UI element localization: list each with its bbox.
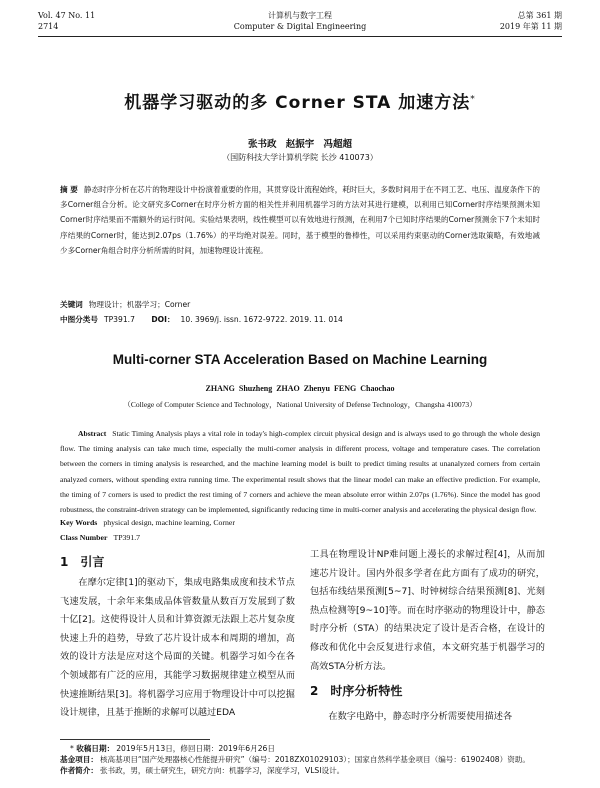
section-1-heading [60,553,104,571]
classification-cn [60,312,540,327]
abstract-en-label: Abstract [78,429,107,438]
running-header-right [500,10,562,32]
classification-en-code: TP391.7 [113,533,141,542]
section-2-heading [310,682,402,700]
paper-title-cn: 机器学习驱动的多 Corner STA 加速方法* [124,93,476,113]
keywords-cn-text: 物理设计；机器学习；Corner [88,300,191,309]
footnote [60,743,560,777]
keywords-cn-label: 关键词 [60,300,83,309]
classification-en-label: Class Number [60,533,108,542]
footnote-fund: 基金项目： 核高基项目“国产处理器核心性能提升研究”（编号：2018ZX01029103）；国家自然科学基金项目（编号：61902408）资助。 [60,755,531,765]
paper-title-en: Multi-corner STA Acceleration Based on Machine Learning [112,352,488,367]
section-2-paragraph: 在数字电路中，静态时序分析需要使用描述各 [328,711,513,722]
affiliation-cn: （国防科技大学计算机学院 长沙 410073） [222,153,378,162]
footnote-received: * 收稿日期： 2019年5月13日，修回日期：2019年6月26日 [70,744,275,753]
abstract-cn [60,182,540,258]
affiliation-en: （College of Computer Science and Technology，National University of Defense Technology，Changsha 410073） [123,400,477,409]
keywords-en-text: physical design, machine learning, Corner [103,518,235,527]
authors-cn: 张书政 赵振宇 冯超超 [247,139,353,150]
section-2-number: 2 [310,684,319,698]
classification-cn-code: TP391.7 [103,315,135,324]
classification-cn-label: 中图分类号 [60,315,98,324]
doi-value: 10. 3969/j. issn. 1672-9722. 2019. 11. 014 [180,315,343,324]
footnote-divider [60,739,210,740]
section-1-number: 1 [60,555,69,569]
page-number: 2714 [38,22,59,31]
abstract-en-text: Static Timing Analysis plays a vital role in today's high-complex circuit physical design and is always used to go through the whole design flow. The timing analysis can take much time, especially the multi-corner analysis in different process, voltage and temperature cases. The correlation between the corners in timing analysis is researched, and the machine learning model is built to predict timing results at unanalyzed corners from certain analyzed corners, without spending extra running time. The experimental result shows that the linear model can make an effective prediction. For example, the timing of 7 corners is used to predict the rest timing of 7 corners and achieve the mean absolute error within 2.07ps (1.76%). Since the model has good robustness, the constraint-driven strategy can be implemented, significantly reducing time in multi-corner analysis and accelerating the physical design flow. [60,429,540,515]
doi-label: DOI： [151,315,175,324]
abstract-cn-label: 摘 要 [60,185,78,194]
section-1-title: 引言 [80,555,105,569]
journal-name-cn: 计算机与数字工程 [268,11,332,20]
keywords-en-label: Key Words [60,518,98,527]
journal-name-en: Computer & Digital Engineering [233,22,367,31]
authors-en: ZHANG Shuzheng ZHAO Zhenyu FENG Chaochao [205,384,395,393]
year-issue: 2019 年第 11 期 [499,22,562,31]
abstract-cn-text: 静态时序分析在芯片的物理设计中扮演着重要的作用，其贯穿设计流程始终，耗时巨大，多数时间用于在不同工艺、电压、温度条件下的多Corner组合分析。论文研究多Corner在时序分析方面的相关性并利用机器学习的方法对其进行建模，以利用已知Corner时序结果预测未知Corner时序结果而不需额外的运行时间。实验结果表明，线性模型可以有效地进行预测，在利用7个已知时序结果的Corner预测余下7个未知时序结果的Corner时，能达到2.07ps（1.76%）的平均绝对误差。同时，基于模型的鲁棒性，可以采用约束驱动的Corner选取策略，有效地减少多Corner角组合时序分析所需的时间，加速物理设计流程。 [60,185,540,255]
section-1-paragraph-right: 工具在物理设计NP难问题上漫长的求解过程[4]，从而加速芯片设计。国内外很多学者在此方面有了成功的研究，包括布线结果预测[5~7]、时钟树综合结果预测[8]、光刻热点检测等[9~10]等。而在时序驱动的物理设计中，静态时序分析（STA）的结果决定了设计是否合格，在设计的修改和优化中会反复进行求值，本文研究基于机器学习的高效STA分析方法。 [310,549,545,672]
keywords-en [60,518,540,527]
section-2-title: 时序分析特性 [330,684,403,698]
volume-number: Vol. 47 No. 11 [38,11,96,20]
header-divider [38,36,562,37]
section-1-paragraph-left: 在摩尔定律[1]的驱动下，集成电路集成度和技术节点飞速发展，十余年来集成品体管数量从数百万发展到了数十亿[2]。这使得设计人员和计算资源无法跟上芯片复杂度快速上升的趋势，导致了芯片设计成本和周期的增加，高效的设计方法是应对这个局面的关键。机器学习如今在各个领域都有广泛的应用，其能学习数据规律建立模型从而快速推断结果[3]。将机器学习应用于物理设计中可以挖掘设计规律，且基于推断的求解可以越过EDA [60,577,295,719]
total-issue: 总第 361 期 [517,11,562,20]
footnote-author: 作者简介： 张书政，男，硕士研究生，研究方向：机器学习，深度学习，VLSI设计。 [60,766,345,776]
keywords-cn [60,297,540,312]
abstract-en [60,426,540,517]
classification-en [60,533,540,542]
title-footnote-mark: * [470,94,476,105]
